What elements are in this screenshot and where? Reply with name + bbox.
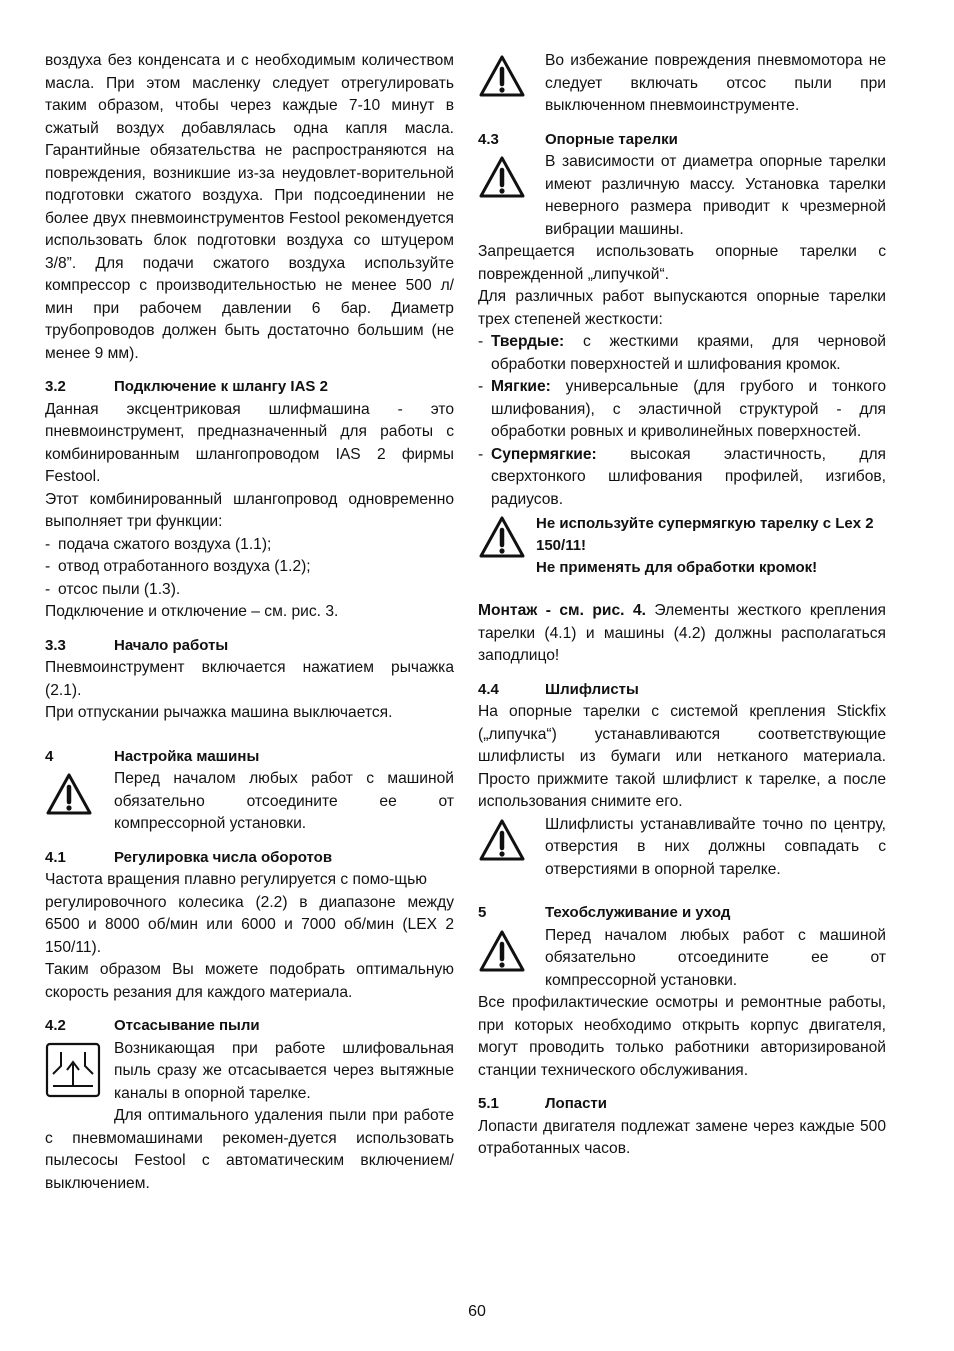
warning-text: Перед началом любых работ с машиной обязательно отсоедините ее от компрессорной установки. bbox=[545, 926, 886, 989]
warning-block bbox=[478, 151, 886, 241]
section-heading-3-3 bbox=[45, 635, 454, 658]
list-text: универсальные (для грубого и тонкого шлифования), с эластичной структурой - для обработки ровных и криволинейных поверхностей. bbox=[491, 378, 886, 440]
section-heading-3-2 bbox=[45, 376, 454, 399]
mount-text: Элементы жесткого крепления тарелки (4.1) и машины (4.2) должны располагаться заподлицо! bbox=[478, 602, 886, 664]
paragraph: Пневмоинструмент включается нажатием рычажка (2.1). bbox=[45, 659, 454, 699]
warning-block bbox=[478, 925, 886, 993]
section-title: Шлифлисты bbox=[545, 680, 639, 698]
warning-text: Во избежание повреждения пневмомотора не следует включать отсос пыли при выключенном пневмоинструменте. bbox=[545, 52, 886, 114]
list-item: - подача сжатого воздуха (1.1); bbox=[45, 535, 272, 553]
mount-label: Монтаж - см. рис. 4. bbox=[478, 602, 646, 619]
section-heading-4-3 bbox=[478, 129, 886, 152]
section-title: Подключение к шлангу IAS 2 bbox=[114, 378, 328, 395]
section-heading-5-1 bbox=[478, 1093, 886, 1116]
list-item: - Твердые: с жесткими краями, для черновой обработки поверхностей и шлифования кромок. bbox=[478, 333, 886, 373]
section-title: Техобслуживание и уход bbox=[545, 904, 731, 921]
section-number: 3.2 bbox=[45, 378, 66, 395]
section-number: 4 bbox=[45, 747, 54, 765]
warning-block bbox=[478, 814, 886, 882]
warning-text: Перед началом любых работ с машиной обязательно отсоедините ее от компрессорной установки. bbox=[114, 770, 454, 832]
section-heading-4-2 bbox=[45, 1015, 454, 1038]
list-text: высокая эластичность, для сверхтонкого шлифования профилей, изгибов, радиусов. bbox=[491, 445, 886, 508]
list-item: - отвод отработанного воздуха (1.2); bbox=[45, 558, 311, 575]
intro-paragraph: воздуха без конденсата и с необходимым количеством масла. При этом масленку следует отрегулировать таким образом, чтобы через каждые 7-10 минут в сжатый воздух добавлялась одна капля масла. Гарантийные обязательства не распространяются на повреждения, возникшие из-за неудовлет-ворительной подготовки сжатого воздуха. При подсоединении не более двух пневмоинструментов Festool рекомендуется использовать блок подготовки воздуха со штуцером 3/8”. Для подачи сжатого воздуха используйте компрессор с производительностью не менее 500 л/мин при рабочем давлении 6 бар. Диаметр трубопроводов должен быть достаточно большим (не менее 9 мм). bbox=[45, 52, 454, 362]
paragraph: Для оптимального удаления пыли при работе с пневмомашинами рекомен-дуется использовать пылесосы Festool с автоматическим включением/выключением. bbox=[45, 1107, 454, 1192]
warning-triangle-icon bbox=[478, 151, 536, 199]
list-item: - Мягкие: универсальные (для грубого и тонкого шлифования), с эластичной структурой - для обработки ровных и криволинейных поверхностей. bbox=[478, 378, 886, 440]
section-title: Регулировка числа оборотов bbox=[114, 848, 333, 866]
section-heading-4-4 bbox=[478, 679, 886, 702]
list-item: - отсос пыли (1.3). bbox=[45, 580, 181, 598]
dust-extraction-icon bbox=[45, 1038, 114, 1098]
section-number: 4.4 bbox=[478, 680, 499, 698]
section-heading-4-1 bbox=[45, 847, 454, 870]
paragraph: При отпускании рычажка машина выключается. bbox=[45, 704, 393, 721]
right-column bbox=[478, 50, 886, 1161]
section-title: Настройка машины bbox=[114, 747, 260, 765]
warning-text: В зависимости от диаметра опорные тарелки имеют различную массу. Установка тарелки неверного размера приводит к чрезмерной вибрации машины. bbox=[545, 153, 886, 238]
paragraph: Запрещается использовать опорные тарелки с поврежденной „липучкой“. bbox=[478, 243, 886, 283]
paragraph bbox=[478, 600, 886, 668]
section-title: Начало работы bbox=[114, 636, 229, 654]
paragraph: Подключение и отключение – см. рис. 3. bbox=[45, 603, 339, 620]
list-term: Мягкие: bbox=[491, 378, 551, 395]
dust-info-block bbox=[45, 1038, 454, 1106]
section-number: 4.1 bbox=[45, 848, 66, 866]
paragraph: регулировочного колесика (2.2) в диапазоне между 6500 и 8000 об/мин или 6000 и 7000 об/мин (LEX 2 150/11). bbox=[45, 893, 454, 956]
paragraph: Все профилактические осмотры и ремонтные работы, при которых необходимо открыть корпус двигателя, могут проводить только работники авторизированой станции технического обслуживания. bbox=[478, 994, 886, 1079]
warning-block-bold bbox=[478, 513, 886, 579]
paragraph: Лопасти двигателя подлежат замене через каждые 500 отработанных часов. bbox=[478, 1117, 886, 1157]
paragraph: Данная эксцентриковая шлифмашина - это пневмоинструмент, предназначенный для работы с комбинированным шлангопроводом IAS 2 фирмы Festool. bbox=[45, 400, 454, 485]
warning-triangle-icon bbox=[478, 50, 536, 98]
section-number: 3.3 bbox=[45, 636, 66, 654]
list-text: с жесткими краями, для черновой обработки поверхностей и шлифования кромок. bbox=[491, 333, 886, 373]
paragraph: Этот комбинированный шлангопровод одновременно выполняет три функции: bbox=[45, 490, 454, 530]
warning-triangle-icon bbox=[478, 925, 536, 973]
warning-bold-line: Не применять для обработки кромок! bbox=[536, 559, 818, 576]
list-term: Твердые: bbox=[491, 333, 565, 350]
list-term: Супермягкие: bbox=[491, 445, 597, 463]
paragraph: Таким образом Вы можете подобрать оптимальную скорость резания для каждого материала. bbox=[45, 961, 454, 1001]
warning-bold-line: Не используйте супермягкую тарелку с Lex 2 150/11! bbox=[536, 515, 874, 554]
warning-triangle-icon bbox=[45, 768, 114, 816]
paragraph: На опорные тарелки с системой крепления Stickfix („липучка“) устанавливаются соответствующие шлифлисты из бумаги или нетканого материала. Просто прижмите такой шлифлист к тарелке, а после использования снимите его. bbox=[478, 703, 886, 810]
paragraph: Для различных работ выпускаются опорные тарелки трех степеней жесткости: bbox=[478, 288, 886, 328]
warning-triangle-icon bbox=[478, 814, 536, 862]
list-item: - Супермягкие: высокая эластичность, для сверхтонкого шлифования профилей, изгибов, радиусов. bbox=[478, 445, 886, 508]
section-heading-4 bbox=[45, 746, 454, 769]
left-column bbox=[45, 50, 454, 1195]
warning-block bbox=[478, 50, 886, 118]
warning-block bbox=[45, 768, 454, 836]
section-number: 4.2 bbox=[45, 1017, 66, 1034]
paragraph: Частота вращения плавно регулируется с помо-щью bbox=[45, 871, 427, 888]
section-title: Лопасти bbox=[545, 1095, 607, 1112]
warning-text: Шлифлисты устанавливайте точно по центру, отверстия в них должны совпадать с отверстиями в опорной тарелке. bbox=[545, 815, 886, 878]
section-title: Опорные тарелки bbox=[545, 130, 678, 148]
section-number: 5.1 bbox=[478, 1095, 499, 1112]
warning-triangle-icon bbox=[478, 513, 536, 559]
section-heading-5 bbox=[478, 902, 886, 925]
paragraph: Возникающая при работе шлифовальная пыль сразу же отсасывается через вытяжные каналы в опорной тарелке. bbox=[114, 1039, 454, 1102]
section-number: 5 bbox=[478, 904, 487, 921]
page-number: 60 bbox=[468, 1303, 486, 1320]
section-title: Отсасывание пыли bbox=[114, 1017, 260, 1034]
section-number: 4.3 bbox=[478, 130, 499, 148]
